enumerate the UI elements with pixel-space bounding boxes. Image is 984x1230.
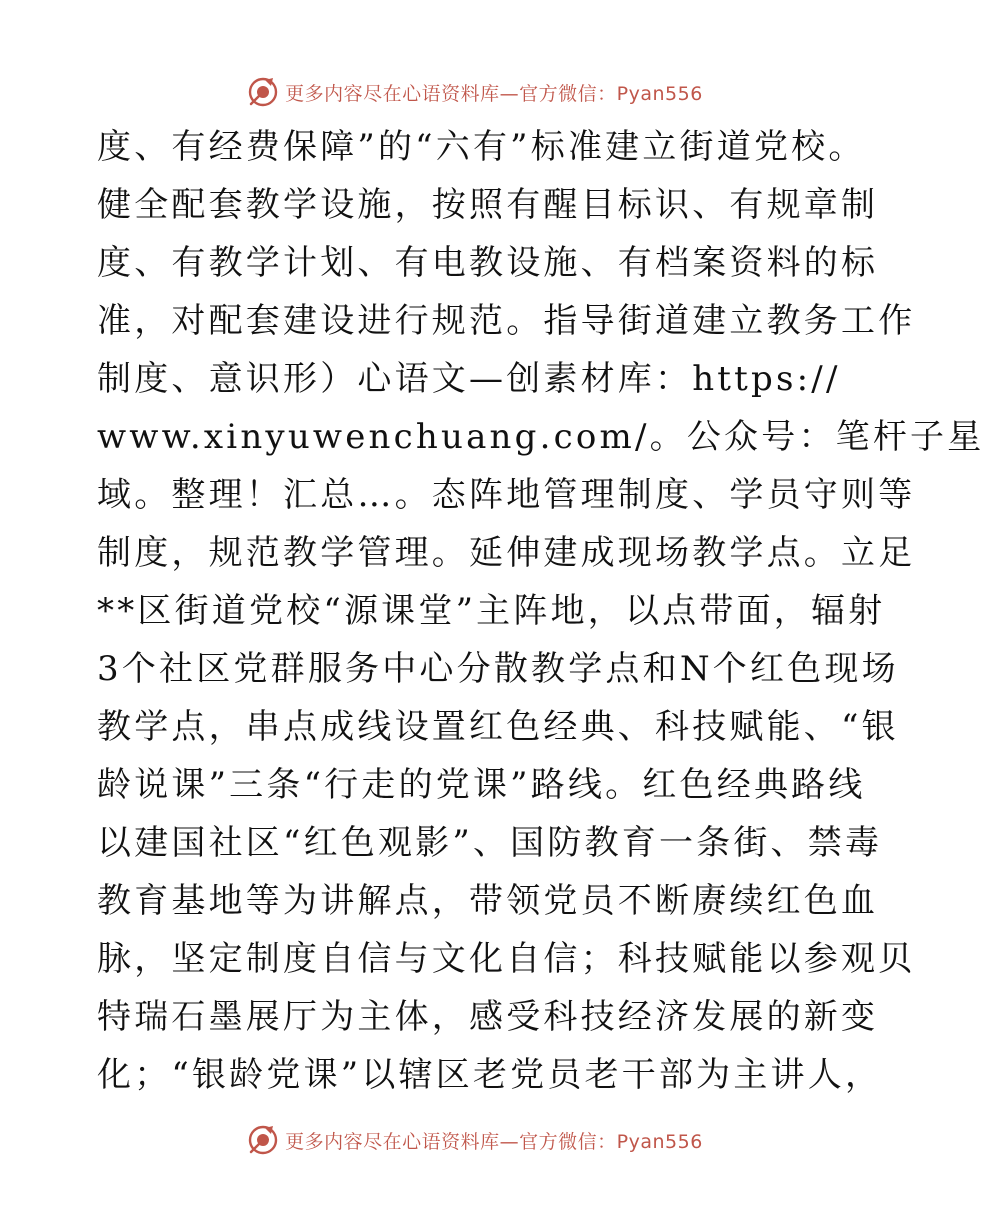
body-line: 度、有教学计划、有电教设施、有档案资料的标 [97, 243, 879, 283]
body-line: www.xinyuwenchuang.com/。公众号：笔杆子星 [97, 417, 984, 457]
header-banner [0, 72, 950, 112]
body-line: 制度、意识形）心语文—创素材库：https:// [97, 359, 841, 399]
body-line: 准，对配套建设进行规范。指导街道建立教务工作 [97, 301, 916, 341]
header-banner-text: 更多内容尽在心语资料库—官方微信：Pyan556 [285, 82, 703, 105]
quill-circle-icon [247, 76, 279, 108]
footer-banner-text: 更多内容尽在心语资料库—官方微信：Pyan556 [285, 1130, 703, 1153]
body-line: 健全配套教学设施，按照有醒目标识、有规章制 [97, 185, 879, 225]
body-line: 特瑞石墨展厅为主体，感受科技经济发展的新变 [97, 997, 879, 1037]
body-line: 以建国社区“红色观影”、国防教育一条街、禁毒 [97, 823, 883, 863]
body-line: 教学点，串点成线设置红色经典、科技赋能、“银 [97, 707, 899, 747]
body-line: 教育基地等为讲解点，带领党员不断赓续红色血 [97, 881, 879, 921]
body-line: 3个社区党群服务中心分散教学点和N个红色现场 [97, 649, 899, 689]
body-line: 域。整理！汇总…。态阵地管理制度、学员守则等 [97, 475, 916, 515]
body-line: 化；“银龄党课”以辖区老党员老干部为主讲人， [97, 1055, 883, 1095]
body-line: 龄说课”三条“行走的党课”路线。红色经典路线 [97, 765, 866, 805]
quill-circle-icon [247, 1124, 279, 1156]
body-line: 制度，规范教学管理。延伸建成现场教学点。立足 [97, 533, 916, 573]
body-line: 脉，坚定制度自信与文化自信；科技赋能以参观贝 [97, 939, 916, 979]
footer-banner [0, 1120, 950, 1160]
body-line: 度、有经费保障”的“六有”标准建立街道党校。 [97, 127, 866, 167]
body-line: **区街道党校“源课堂”主阵地，以点带面，辐射 [97, 591, 886, 631]
document-body [97, 118, 984, 1104]
